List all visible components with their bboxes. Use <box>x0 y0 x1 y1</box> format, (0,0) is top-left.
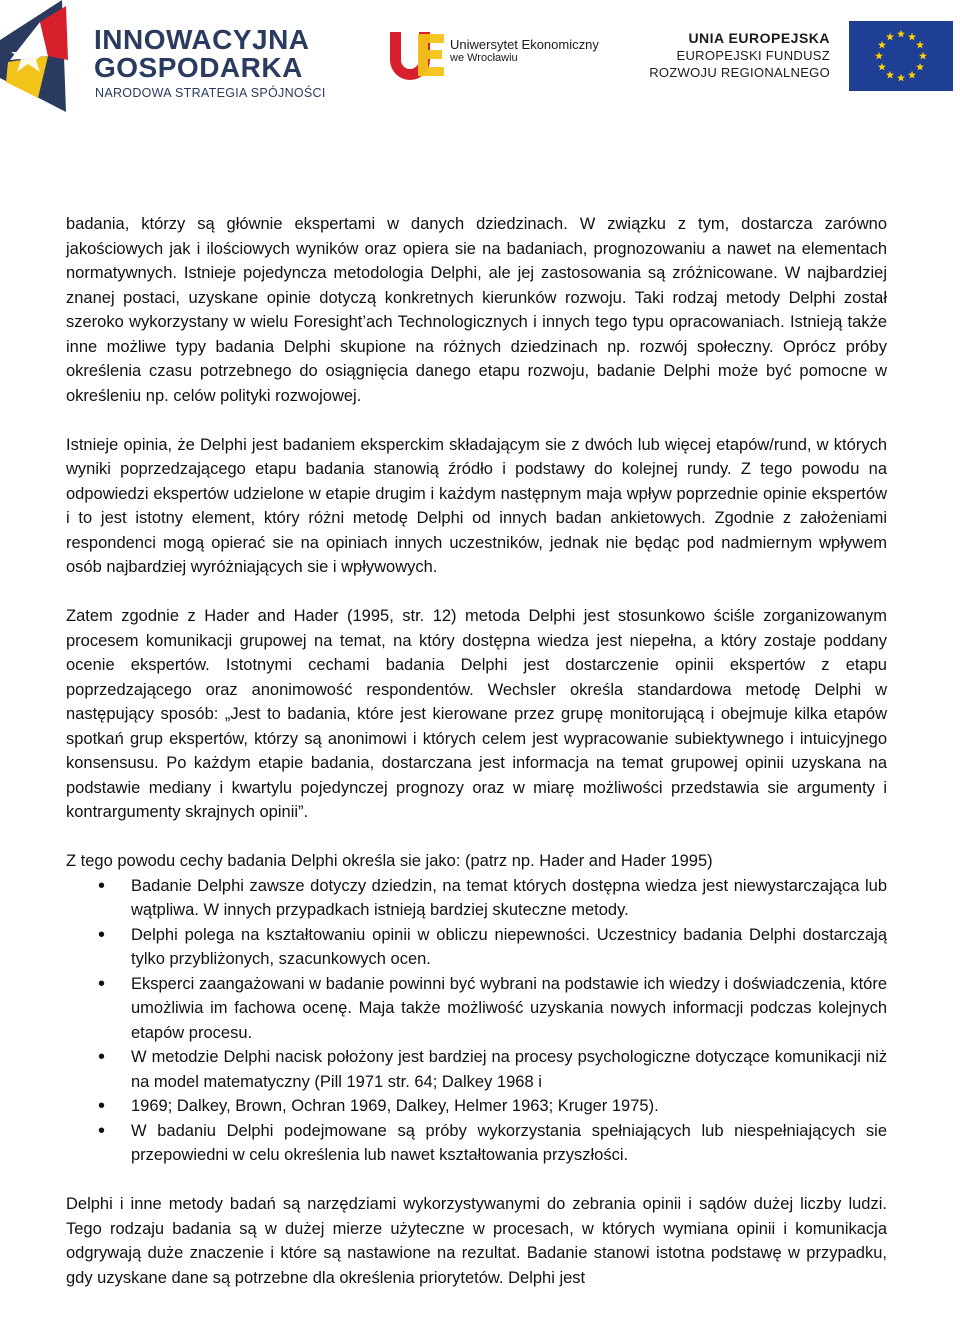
feature-list <box>66 874 887 1168</box>
paragraph-3: Zatem zgodnie z Hader and Hader (1995, str. 12) metoda Delphi jest stosunkowo ściśle zorganizowanym procesem komunikacji grupowej na temat, na który dostępna wiedza jest niepełna, a który zostaje poddany ocenie ekspertów. Istotnymi cechami badania Delphi jest dostarczenie opinii ekspertów z etapu poprzedzającego oraz anonimowość respondentów. Wechsler określa standardowa metodę Delphi w następujący sposób: „Jest to badania, które jest kierowane przez grupę monitorującą i obejmuje kilka etapów spotkań grup ekspertów, którzy są anonimowi i których celem jest wypracowanie subiektywnego i intuicyjnego konsensusu. Po każdym etapie badania, dostarczana jest informacja na temat grupowej opinii uzyskana na podstawie mediany i kwartylu pojedynczej prognozy oraz w miarę możliwości przedstawia sie argumenty i kontrargumenty skrajnych opinii”. <box>66 607 887 821</box>
uniwersytet-ekonomiczny-logo <box>388 26 618 86</box>
page-header <box>0 0 960 120</box>
paragraph-5: Delphi i inne metody badań są narzędziami wykorzystywanymi do zebrania opinii i sądów dużej liczby ludzi. Tego rodzaju badania są w dużej mierze użyteczne w procesach, w których wymiana opinii i komunikacja odgrywają duże znaczenie i które są nastawione na rezultat. Badanie stanowi istotna podstawę w przypadku, gdy uzyskane dane są potrzebne dla określenia priorytetów. Delphi jest <box>66 1195 887 1287</box>
document-body <box>66 212 887 1290</box>
list-item: • Eksperci zaangażowani w badanie powinni być wybrani na podstawie ich wiedzy i doświadczenia, które umożliwia im fachowa ocenę. Maja także możliwość uzyskania nowych informacji podczas kolejnych etapów procesu. <box>66 972 887 1046</box>
innowacyjna-gospodarka-title <box>94 26 310 82</box>
innowacyjna-gospodarka-mark-icon <box>0 0 92 112</box>
ue-name-line2: we Wrocławiu <box>450 52 518 64</box>
ue-name <box>450 38 599 65</box>
eu-text <box>649 30 830 81</box>
eu-flag-icon <box>849 21 953 91</box>
list-item: • Badanie Delphi zawsze dotyczy dziedzin, na temat których dostępna wiedza jest niewystarczająca lub wątpliwa. W innych przypadkach istnieją bardziej skuteczne metody. <box>66 874 887 923</box>
ue-name-line1: Uniwersytet Ekonomiczny <box>450 37 599 52</box>
ig-title-line2: GOSPODARKA <box>94 52 303 83</box>
list-item: • W badaniu Delphi podejmowane są próby wykorzystania spełniających lub niespełniających sie przepowiedni w celu określenia lub nawet kształtowania przyszłości. <box>66 1119 887 1168</box>
paragraph-4: Z tego powodu cechy badania Delphi określa sie jako: (patrz np. Hader and Hader 1995) <box>66 852 713 870</box>
paragraph-1: badania, którzy są głównie ekspertami w danych dziedzinach. W związku z tym, dostarcza zarówno jakościowych jak i ilościowych wyników oraz opiera sie na badaniach, prognozowaniu a nawet na elementach normatywnych. Istnieje pojedyncza metodologia Delphi, ale jej zastosowania są zróżnicowane. W najbardziej znanej postaci, uzyskane opinie dotyczą konkretnych kierunków rozwoju. Taki rodzaj metody Delphi został szeroko wykorzystany w wielu Foresight’ach Technologicznych i innych tego typu opracowaniach. Istnieją także inne możliwe typy badania Delphi skupione na różnych dziedzinach np. rozwój społeczny. Oprócz próby określenia czasu potrzebnego do osiągnięcia danego etapu rozwoju, badanie Delphi może być pomocne w określeniu np. celów polityki rozwojowej. <box>66 215 887 405</box>
ig-subtitle: NARODOWA STRATEGIA SPÓJNOŚCI <box>95 86 326 100</box>
innowacyjna-gospodarka-logo <box>0 0 345 112</box>
list-item: • 1969; Dalkey, Brown, Ochran 1969, Dalkey, Helmer 1963; Kruger 1975). <box>66 1094 887 1119</box>
list-item: • W metodzie Delphi nacisk położony jest bardziej na procesy psychologiczne dotyczące komunikacji niż na model matematyczny (Pill 1971 str. 64; Dalkey 1968 i <box>66 1045 887 1094</box>
unia-europejska-logo <box>649 18 955 93</box>
eu-line1: UNIA EUROPEJSKA <box>688 30 830 46</box>
ue-mark-icon <box>388 28 446 82</box>
eu-line3: ROZWOJU REGIONALNEGO <box>649 65 830 80</box>
paragraph-2: Istnieje opinia, że Delphi jest badaniem eksperckim składającym sie z dwóch lub więcej etapów/rund, w których wyniki poprzedzającego etapu badania stanowią źródło i podstawy do kolejnej rundy. Z tego powodu na odpowiedzi ekspertów udzielone w etapie drugim i każdym następnym maja wpływ poprzednie opinie ekspertów i to jest istotny element, który różni metodę Delphi od innych badan ankietowych. Zgodnie z założeniami respondenci mogą opierać sie na opiniach innych uczestników, jednak nie będąc pod nadmiernym wpływem osób najbardziej wyróżniających sie i wpływowych. <box>66 435 887 576</box>
ig-title-line1: INNOWACYJNA <box>94 24 310 55</box>
eu-line2: EUROPEJSKI FUNDUSZ <box>676 48 830 63</box>
list-item: • Delphi polega na kształtowaniu opinii w obliczu niepewności. Uczestnicy badania Delphi dostarczają tylko przybliżonych, szacunkowych ocen. <box>66 923 887 972</box>
